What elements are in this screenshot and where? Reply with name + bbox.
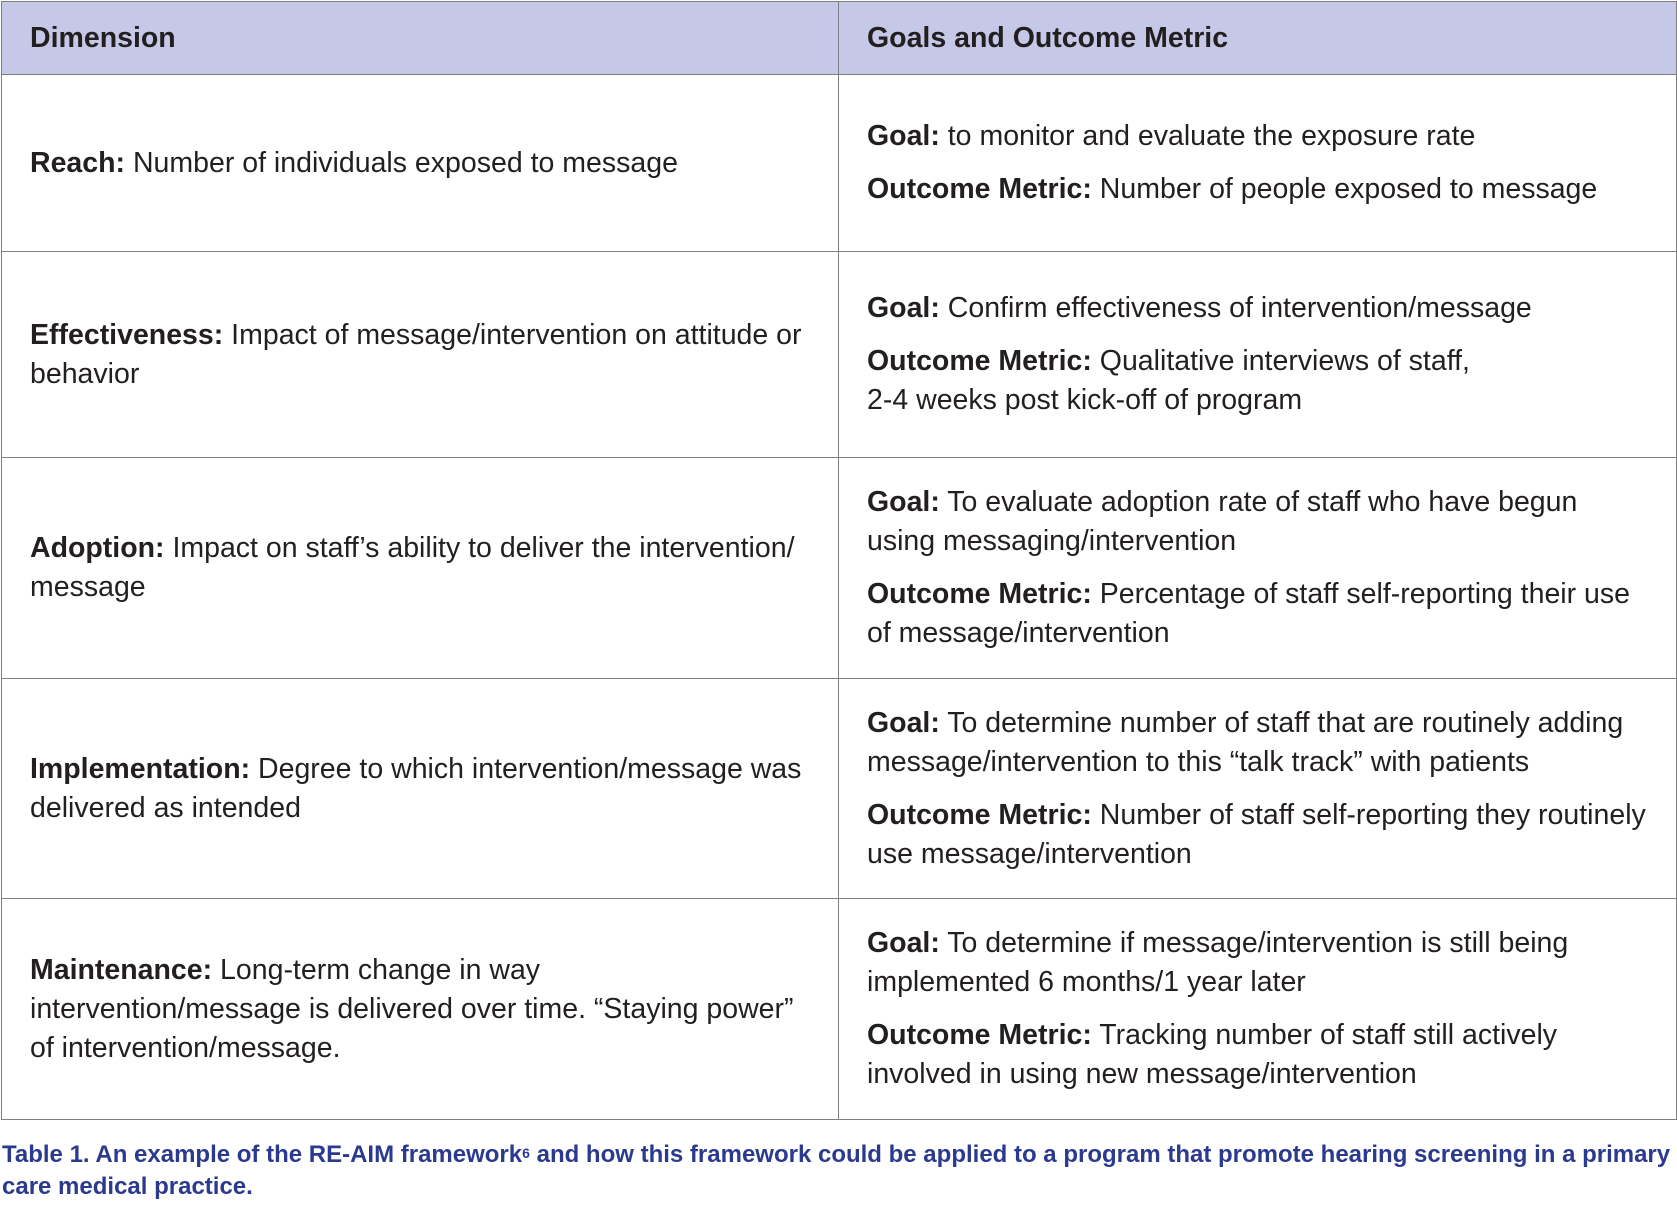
goal-label: Goal: bbox=[867, 292, 940, 324]
goals-cell bbox=[839, 75, 1677, 252]
header-row bbox=[2, 2, 1677, 75]
goal-label: Goal: bbox=[867, 927, 940, 959]
table-row-effectiveness bbox=[2, 252, 1677, 458]
metric-text: Tracking number of staff still actively involved in using new message/intervention bbox=[867, 1019, 1558, 1090]
goal-paragraph bbox=[867, 289, 1648, 328]
metric-text: Number of people exposed to message bbox=[1091, 173, 1598, 205]
table-row-implementation bbox=[2, 679, 1677, 899]
goals-cell bbox=[839, 679, 1677, 899]
caption-part2: and how this framework could be applied to a program that promote hearing screening in a primary care medical practice. bbox=[2, 1141, 1671, 1200]
metric-text: Qualitative interviews of staff, bbox=[1091, 345, 1470, 377]
dimension-text: Impact on staff’s ability to deliver the intervention/ message bbox=[30, 532, 795, 603]
dimension-text: Long-term change in way intervention/message is delivered over time. “Staying power” of intervention/message. bbox=[30, 953, 794, 1064]
goal-paragraph bbox=[867, 483, 1648, 561]
metric-paragraph bbox=[867, 796, 1648, 874]
dimension-cell bbox=[2, 679, 839, 899]
metric-text-line2: 2-4 weeks post kick-off of program bbox=[867, 384, 1303, 416]
table-row-reach bbox=[2, 75, 1677, 252]
table-container bbox=[1, 1, 1676, 1120]
metric-label: Outcome Metric: bbox=[867, 345, 1092, 377]
metric-paragraph bbox=[867, 342, 1648, 420]
goals-cell bbox=[839, 252, 1677, 458]
metric-label: Outcome Metric: bbox=[867, 1019, 1092, 1051]
dimension-cell bbox=[2, 458, 839, 679]
dimension-text: Impact of message/intervention on attitude or behavior bbox=[30, 318, 802, 390]
table-row-maintenance bbox=[2, 899, 1677, 1120]
header-goals-metric: Goals and Outcome Metric bbox=[839, 2, 1677, 75]
metric-label: Outcome Metric: bbox=[867, 578, 1092, 610]
metric-paragraph bbox=[867, 170, 1648, 209]
goal-paragraph bbox=[867, 704, 1648, 782]
dimension-cell bbox=[2, 75, 839, 252]
goal-text: To evaluate adoption rate of staff who have begun using messaging/intervention bbox=[867, 486, 1578, 557]
goal-label: Goal: bbox=[867, 706, 940, 739]
dimension-cell bbox=[2, 252, 839, 458]
goal-paragraph bbox=[867, 924, 1648, 1002]
metric-paragraph bbox=[867, 1016, 1648, 1094]
dimension-term: Implementation: bbox=[30, 752, 251, 785]
goal-label: Goal: bbox=[867, 120, 940, 152]
dimension-cell bbox=[2, 899, 839, 1120]
table-caption bbox=[2, 1139, 1672, 1203]
metric-label: Outcome Metric: bbox=[867, 173, 1092, 205]
goal-text: Confirm effectiveness of intervention/message bbox=[939, 292, 1532, 324]
goal-text: To determine if message/intervention is still being implemented 6 months/1 year later bbox=[867, 927, 1569, 998]
metric-paragraph bbox=[867, 575, 1648, 653]
goal-paragraph bbox=[867, 117, 1648, 156]
goal-text: To determine number of staff that are routinely adding message/intervention to this “talk track” with patients bbox=[867, 706, 1624, 778]
dimension-text: Degree to which intervention/message was delivered as intended bbox=[30, 752, 802, 824]
goal-label: Goal: bbox=[867, 486, 940, 518]
goals-cell bbox=[839, 899, 1677, 1120]
caption-reference[interactable]: 6 bbox=[522, 1145, 530, 1161]
header-dimension: Dimension bbox=[2, 2, 839, 75]
re-aim-table bbox=[1, 1, 1677, 1120]
dimension-term: Adoption: bbox=[30, 532, 165, 564]
dimension-term: Effectiveness: bbox=[30, 318, 224, 351]
dimension-term: Reach: bbox=[30, 146, 126, 179]
dimension-term: Maintenance: bbox=[30, 953, 213, 986]
metric-text: Number of staff self-reporting they routinely use message/intervention bbox=[867, 798, 1646, 870]
caption-part1: Table 1. An example of the RE-AIM framework bbox=[2, 1141, 523, 1168]
dimension-text: Number of individuals exposed to message bbox=[125, 146, 678, 179]
table-row-adoption bbox=[2, 458, 1677, 679]
metric-label: Outcome Metric: bbox=[867, 798, 1092, 831]
goals-cell bbox=[839, 458, 1677, 679]
goal-text: to monitor and evaluate the exposure rate bbox=[939, 120, 1476, 152]
metric-text: Percentage of staff self-reporting their use of message/intervention bbox=[867, 578, 1630, 649]
